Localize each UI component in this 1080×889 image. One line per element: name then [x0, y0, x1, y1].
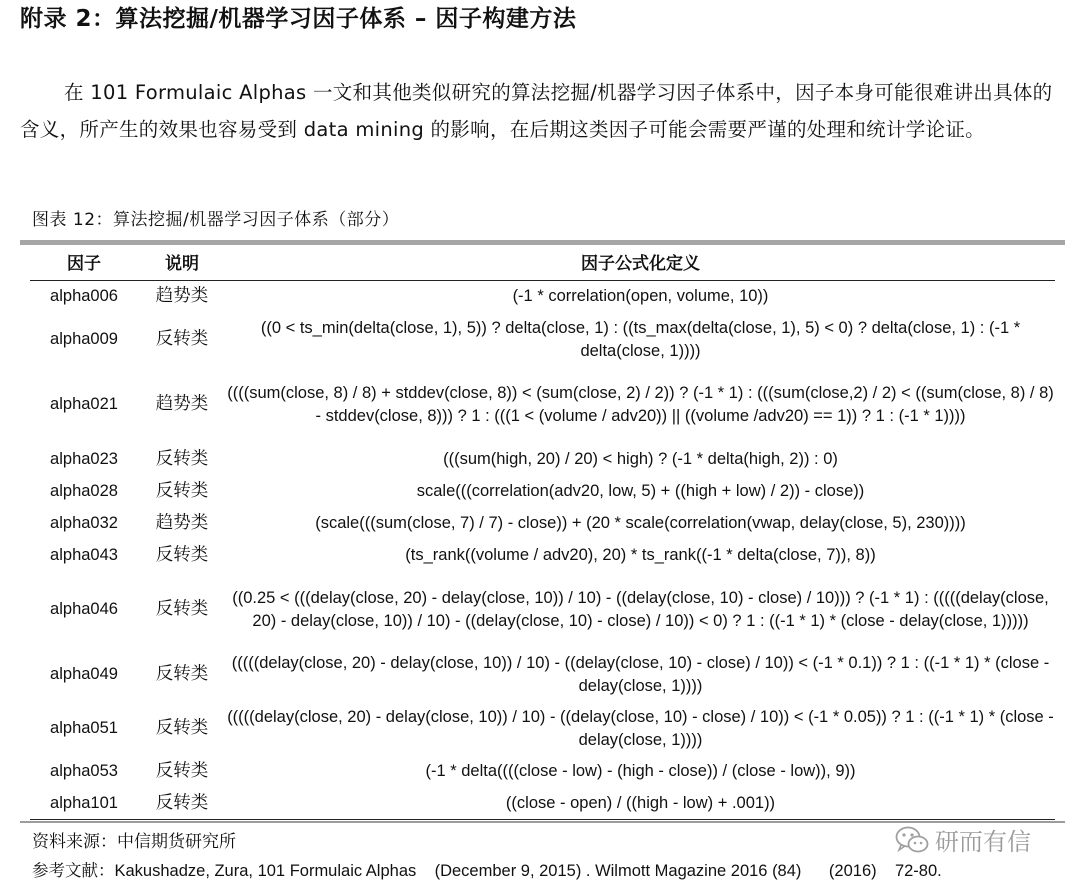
table-row [30, 367, 1055, 443]
factor-name: alpha023 [50, 449, 118, 468]
table-top-rule [20, 240, 1065, 245]
factor-type: 反转类 [155, 448, 209, 469]
factor-formula: (ts_rank((volume / adv20), 20) * ts_rank((-1 * delta(close, 7)), 8)) [405, 546, 876, 564]
watermark [895, 822, 1031, 857]
factor-formula: scale(((correlation(adv20, low, 5) + ((high + low) / 2)) - close)) [416, 482, 865, 500]
reference-label: 参考文献： [32, 861, 115, 880]
source-note: 资料来源：中信期货研究所 [32, 832, 236, 852]
factor-formula: ((0.25 < (((delay(close, 20) - delay(close, 10)) / 10) - ((delay(close, 10) - close) / 10))) ? (-1 * 1) : (((((delay(close, 20) - delay(close, 10)) / 10) - ((delay(close, 10) - close) / 10)) < 0) ? 1 : ((-1 * 1) * (close - delay(close, 1))))) [232, 588, 1049, 630]
reference-note [32, 857, 942, 885]
factor-type: 反转类 [155, 481, 209, 501]
factor-formula: ((close - open) / ((high - low) + .001)) [226, 788, 1055, 820]
factor-type: 反转类 [155, 718, 209, 738]
factor-name: alpha101 [30, 788, 138, 820]
header-formula: 因子公式化定义 [226, 248, 1055, 281]
table-row [30, 572, 1055, 648]
factor-name: alpha028 [50, 482, 118, 500]
factor-type: 反转类 [155, 329, 209, 349]
figure-title: 图表 12：算法挖掘/机器学习因子体系（部分） [32, 210, 400, 230]
factor-name: alpha043 [50, 546, 118, 564]
factor-name: alpha051 [50, 719, 118, 737]
header-description: 说明 [138, 248, 226, 281]
factor-name: alpha021 [50, 395, 118, 413]
factor-type: 反转类 [155, 761, 209, 781]
watermark-text: 研而有信 [935, 828, 1031, 856]
table-row [30, 476, 1055, 508]
table-row [30, 540, 1055, 572]
factor-name: alpha046 [50, 600, 118, 618]
wechat-icon [895, 825, 929, 855]
factor-name: alpha049 [50, 665, 118, 683]
table-row [30, 702, 1055, 756]
table-row [30, 313, 1055, 367]
factor-type: 趋势类 [155, 394, 209, 414]
factor-formula: (((((delay(close, 20) - delay(close, 10)) / 10) - ((delay(close, 10) - close) / 10)) < (-1 * 0.05)) ? 1 : ((-1 * 1) * (close - delay(close, 1)))) [227, 707, 1054, 749]
factor-formula: (((sum(high, 20) / 20) < high) ? (-1 * delta(high, 2)) : 0) [443, 449, 838, 468]
table-header-row [30, 248, 1055, 281]
intro-paragraph: 在 101 Formulaic Alphas 一文和其他类似研究的算法挖掘/机器学习因子体系中，因子本身可能很难讲出具体的含义，所产生的效果也容易受到 data mining 的影响，在后期这类因子可能会需要严谨的处理和统计学论证。 [20, 81, 1053, 141]
table-row [30, 788, 1055, 820]
table-row [30, 648, 1055, 702]
factor-formula: (-1 * delta((((close - low) - (high - close)) / (close - low)), 9)) [425, 762, 856, 780]
table-row [30, 281, 1055, 313]
table-row [30, 756, 1055, 788]
factor-type: 反转类 [155, 599, 209, 619]
table-row [30, 508, 1055, 540]
factor-type: 反转类 [138, 788, 226, 820]
factor-formula: (((((delay(close, 20) - delay(close, 10)) / 10) - ((delay(close, 10) - close) / 10)) < (-1 * 0.1)) ? 1 : ((-1 * 1) * (close - delay(close, 1)))) [231, 653, 1050, 695]
factor-type: 反转类 [155, 545, 209, 565]
factor-type: 趋势类 [155, 286, 209, 307]
factor-type: 反转类 [155, 664, 209, 684]
header-factor: 因子 [30, 248, 138, 281]
factor-formula: (-1 * correlation(open, volume, 10)) [512, 287, 769, 306]
appendix-heading: 附录 2：算法挖掘/机器学习因子体系 – 因子构建方法 [20, 6, 577, 32]
factor-formula: (scale(((sum(close, 7) / 7) - close)) + (20 * scale(correlation(vwap, delay(close, 5), 230)))) [315, 514, 966, 532]
reference-text: Kakushadze, Zura, 101 Formulaic Alphas (December 9, 2015) . Wilmott Magazine 2016 (84) (2016) 72-80. [114, 862, 942, 880]
factor-type: 趋势类 [155, 513, 209, 533]
factor-name: alpha053 [50, 762, 118, 780]
factor-formula: ((0 < ts_min(delta(close, 1), 5)) ? delta(close, 1) : ((ts_max(delta(close, 1), 5) < 0) ? delta(close, 1) : (-1 * delta(close, 1)))) [260, 318, 1021, 360]
factor-name: alpha006 [50, 287, 118, 306]
table-row [30, 443, 1055, 476]
factor-name: alpha032 [50, 514, 118, 532]
alpha-factor-table [30, 248, 1055, 820]
factor-name: alpha009 [50, 330, 118, 348]
factor-formula: ((((sum(close, 8) / 8) + stddev(close, 8)) < (sum(close, 2) / 2)) ? (-1 * 1) : (((sum(close,2) / 2) < ((sum(close, 8) / 8) - stddev(close, 8))) ? 1 : (((1 < (volume / adv20)) || ((volume /adv20) == 1)) ? 1 : (-1 * 1)))) [227, 383, 1054, 425]
